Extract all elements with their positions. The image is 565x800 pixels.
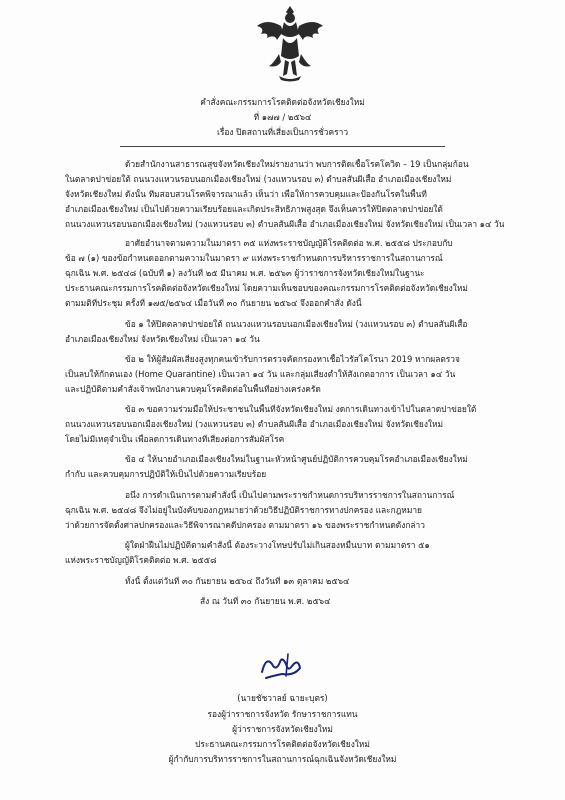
clause-1-line: อำเภอเมืองเชียงใหม่ จังหวัดเชียงใหม่ เป็นเวลา ๑๔ วัน [65, 334, 260, 344]
paragraph-1-line: ในตลาดปาข่อยใต้ ถนนวงแหวนรอบนอกเมืองเชียงใหม่ (วงแหวนรอบ ๓) ตำบลสันผีเสื้อ อำเภอเมืองเชียงใหม่ [65, 174, 452, 184]
order-issuer: คำสั่งคณะกรรมการโรคติดต่อจังหวัดเชียงใหม่ [200, 97, 365, 107]
paragraph-2-line: ฉุกเฉิน พ.ศ. ๒๕๔๘ (ฉบับที่ ๑) ลงวันที่ ๒๕ มีนาคม พ.ศ. ๒๕๖๓ ผู้ว่าราชการจังหวัดเชียงใหม่ในฐานะ [65, 268, 425, 278]
paragraph-1-line: ด้วยสำนักงานสาธารณสุขจังหวัดเชียงใหม่รายงานว่า พบการติดเชื้อโรคโควิด – 19 เป็นกลุ่มก้อน [125, 159, 469, 169]
penalty-line: ผู้ใดฝ่าฝืนไม่ปฏิบัติตามคำสั่งนี้ ต้องระวางโทษปรับไม่เกินสองหมื่นบาท ตามมาตรา ๕๑ [125, 540, 430, 550]
garuda-emblem-icon [255, 4, 325, 82]
signer-position: รองผู้ว่าราชการจังหวัด รักษาราชการแทน [207, 709, 358, 719]
paragraph-3-line: อนึ่ง การดำเนินการตามคำสั่งนี้ เป็นไปตามพระราชกำหนดการบริหารราชการในสถานการณ์ [125, 490, 455, 500]
order-number: ที่ ๑๗๗ / ๒๕๖๔ [253, 112, 312, 122]
clause-4-line: กำกับ และควบคุมการปฏิบัติให้เป็นไปด้วยความเรียบร้อย [65, 469, 267, 479]
clause-3-line: ข้อ ๓ ขอความร่วมมือให้ประชาชนในพื้นที่จังหวัดเชียงใหม่ งดการเดินทางเข้าไปในตลาดปาข่อยใต้ [125, 404, 477, 414]
signer-position: ผู้กำกับการบริหารราชการในสถานการณ์ฉุกเฉินจังหวัดเชียงใหม่ [168, 754, 397, 764]
paragraph-3-line: ฉุกเฉิน พ.ศ. ๒๕๔๘ จึงไม่อยู่ในบังคับของกฎหมายว่าด้วยวิธีปฏิบัติราชการทางปกครอง และกฎหมาย [65, 505, 422, 515]
order-date: สั่ง ณ วันที่ ๓๐ กันยายน พ.ศ. ๒๕๖๔ [200, 596, 331, 606]
paragraph-2-line: ตามมติที่ประชุม ครั้งที่ ๑๗๕/๒๕๖๔ เมื่อวันที่ ๓๐ กันยายน ๒๕๖๔ จึงออกคำสั่ง ดังนี้ [65, 298, 362, 308]
order-subject: เรื่อง ปิดสถานที่เสี่ยงเป็นการชั่วคราว [216, 127, 349, 137]
clause-4-line: ข้อ ๔ ให้นายอำเภอเมืองเชียงใหม่ในฐานะหัวหน้าศูนย์ปฏิบัติการควบคุมโรคอำเภอเมืองเชียงใหม่ [125, 454, 468, 464]
effective-period: ทั้งนี้ ตั้งแต่วันที่ ๓๐ กันยายน ๒๕๖๔ ถึงวันที่ ๑๓ ตุลาคม ๒๕๖๔ [125, 576, 350, 586]
signer-name: (นายชัชวาลย์ ฉายะบุตร) [237, 693, 328, 703]
clause-3-line: โดยไม่มีเหตุจำเป็น เพื่อลดการเดินทางที่เสี่ยงต่อการสัมผัสโรค [65, 434, 285, 444]
clause-3-line: ถนนวงแหวนรอบนอกเมืองเชียงใหม่ (วงแหวนรอบ ๓) ตำบลสันผีเสื้อ อำเภอเมืองเชียงใหม่ จังหวัดเชียงใหม่ [65, 419, 444, 429]
paragraph-2-line: ข้อ ๗ (๑) ของข้อกำหนดออกตามความในมาตรา ๙ แห่งพระราชกำหนดการบริหารราชการในสถานการณ์ [65, 253, 443, 263]
clause-2-line: และปฏิบัติตามคำสั่งเจ้าพนักงานควบคุมโรคติดต่อในพื้นที่อย่างเคร่งครัด [65, 384, 321, 394]
paragraph-1-line: จังหวัดเชียงใหม่ ดังนั้น ทีมสอบสวนโรคพิจารณาแล้ว เห็นว่า เพื่อให้การควบคุมและป้องกันโรคในพื้นที่ [65, 189, 427, 199]
paragraph-1-line: อำเภอเมืองเชียงใหม่ เป็นไปด้วยความเรียบร้อยและเกิดประสิทธิภาพสูงสุด จึงเห็นควรให้ปิดตลาดปาข่อยใต้ [65, 204, 443, 214]
separator-line [120, 146, 445, 147]
clause-2-line: ข้อ ๒ ให้ผู้สัมผัสเสี่ยงสูงทุกคนเข้ารับการตรวจคัดกรองหาเชื้อไวรัสโคโรนา 2019 หากผลตรวจ [125, 354, 460, 364]
paragraph-1-line: ถนนวงแหวนรอบนอกเมืองเชียงใหม่ (วงแหวนรอบ ๓) ตำบลสันผีเสื้อ อำเภอเมืองเชียงใหม่ จังหวัดเชียงใหม่ เป็นเวลา ๑๔ วัน [65, 219, 505, 229]
clause-1-line: ข้อ ๑ ให้ปิดตลาดปาข่อยใต้ ถนนวงแหวนรอบนอกเมืองเชียงใหม่ (วงแหวนรอบ ๓) ตำบลสันผีเสื้อ [125, 319, 468, 329]
paragraph-2-line: ประธานคณะกรรมการโรคติดต่อจังหวัดเชียงใหม่ โดยความเห็นชอบของคณะกรรมการโรคติดต่อจังหวัดเชียงใหม่ [65, 283, 468, 293]
handwritten-signature [252, 650, 312, 684]
signer-position: ประธานคณะกรรมการโรคติดต่อจังหวัดเชียงใหม่ [195, 739, 370, 749]
paragraph-2-line: อาศัยอำนาจตามความในมาตรา ๓๕ แห่งพระราชบัญญัติโรคติดต่อ พ.ศ. ๒๕๕๘ ประกอบกับ [125, 238, 453, 248]
penalty-line: แห่งพระราชบัญญัติโรคติดต่อ พ.ศ. ๒๕๕๘ [65, 555, 217, 565]
paragraph-3-line: ว่าด้วยการจัดตั้งศาลปกครองและวิธีพิจารณาคดีปกครอง ตามมาตรา ๑๖ ของพระราชกำหนดดังกล่าว [65, 520, 425, 530]
signer-position: ผู้ว่าราชการจังหวัดเชียงใหม่ [232, 724, 333, 734]
clause-2-line: เป็นลบให้กักตนเอง (Home Quarantine) เป็นเวลา ๑๔ วัน และกลุ่มเสี่ยงต่ำให้สังเกตอาการ เป็นเวลา ๑๔ วัน [65, 369, 456, 379]
